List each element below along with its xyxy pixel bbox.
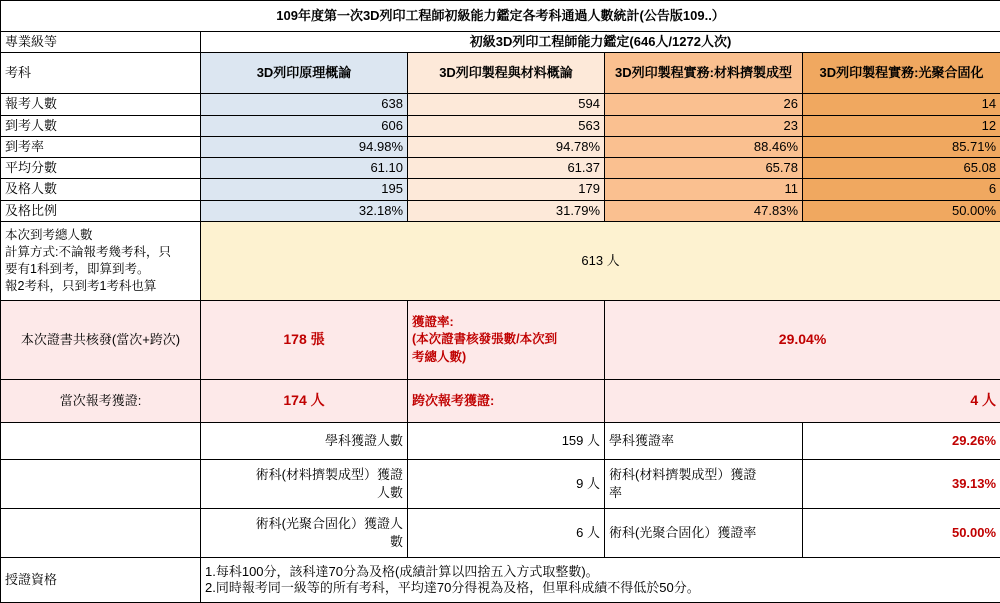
table-row-title xyxy=(1,1,1000,32)
detail-spacer-0 xyxy=(1,422,201,459)
stat-value-0-2: 26 xyxy=(605,94,803,115)
detail-rate-label-0: 學科獲證率 xyxy=(605,422,803,459)
total-value: 613 人 xyxy=(201,221,1000,300)
cert-rate-label-line-0: 獲證率: xyxy=(412,314,600,332)
stat-value-5-1: 31.79% xyxy=(408,200,605,221)
total-label xyxy=(1,221,201,300)
detail-rate-label-2: 術科(光聚合固化）獲證率 xyxy=(605,508,803,557)
table-row xyxy=(1,136,1000,157)
page-title: 109年度第一次3D列印工程師初級能力鑑定各考科通過人數統計(公告版109..） xyxy=(1,1,1000,32)
stat-label-3: 平均分數 xyxy=(1,158,201,179)
stat-value-1-2: 23 xyxy=(605,115,803,136)
stat-value-4-1: 179 xyxy=(408,179,605,200)
table-row-subject-header xyxy=(1,53,1000,94)
total-label-line-1: 計算方式:不論報考幾考科，只 xyxy=(5,244,196,261)
detail-label-2-line-1: 數 xyxy=(205,533,403,551)
stat-value-0-0: 638 xyxy=(201,94,408,115)
detail-value-2: 6 人 xyxy=(408,508,605,557)
table-row xyxy=(1,459,1000,508)
stat-value-1-3: 12 xyxy=(803,115,1000,136)
stat-value-1-1: 563 xyxy=(408,115,605,136)
stat-value-5-2: 47.83% xyxy=(605,200,803,221)
table-row-current-session xyxy=(1,379,1000,422)
cert-label: 本次證書共核發(當次+跨次) xyxy=(1,300,201,379)
stat-value-2-0: 94.98% xyxy=(201,136,408,157)
current-value: 174 人 xyxy=(201,379,408,422)
subject-header-3: 3D列印製程實務:材料擠製成型 xyxy=(605,53,803,94)
stat-label-1: 到考人數 xyxy=(1,115,201,136)
detail-rate-value-2: 50.00% xyxy=(803,508,1000,557)
stat-value-4-0: 195 xyxy=(201,179,408,200)
total-label-line-2: 要有1科到考，即算到考。 xyxy=(5,261,196,278)
detail-label-2-line-0: 術科(光聚合固化）獲證人 xyxy=(205,515,403,533)
stat-label-2: 到考率 xyxy=(1,136,201,157)
total-label-line-3: 報2考科，只到考1考科也算 xyxy=(5,278,196,295)
stat-value-5-0: 32.18% xyxy=(201,200,408,221)
table-row-level xyxy=(1,32,1000,53)
table-row xyxy=(1,94,1000,115)
cross-label: 跨次報考獲證: xyxy=(408,379,605,422)
table-row xyxy=(1,115,1000,136)
table-row xyxy=(1,508,1000,557)
detail-label-1-line-1: 人數 xyxy=(205,484,403,502)
detail-label-1-line-0: 術科(材料擠製成型）獲證 xyxy=(205,466,403,484)
footer-note xyxy=(201,557,1000,602)
cert-rate-label-line-1: (本次證書核發張數/本次到 xyxy=(412,331,600,349)
cert-rate-label-line-2: 考總人數) xyxy=(412,349,600,367)
detail-spacer-2 xyxy=(1,508,201,557)
stat-value-2-2: 88.46% xyxy=(605,136,803,157)
detail-rate-label-1-line-0: 術科(材料擠製成型）獲證 xyxy=(609,466,798,484)
stat-value-1-0: 606 xyxy=(201,115,408,136)
table-row xyxy=(1,200,1000,221)
table-row xyxy=(1,422,1000,459)
stat-value-4-3: 6 xyxy=(803,179,1000,200)
footer-note-line-1: 1.每科100分，該科達70分為及格(成績計算以四捨五入方式取整數)。 xyxy=(205,564,996,580)
cert-rate-label xyxy=(408,300,605,379)
level-label: 專業級等 xyxy=(1,32,201,53)
current-label: 當次報考獲證: xyxy=(1,379,201,422)
table-row xyxy=(1,179,1000,200)
subject-header-2: 3D列印製程與材料概論 xyxy=(408,53,605,94)
table-row-footer xyxy=(1,557,1000,602)
subject-header-1: 3D列印原理概論 xyxy=(201,53,408,94)
stat-value-3-1: 61.37 xyxy=(408,158,605,179)
detail-rate-label-1 xyxy=(605,459,803,508)
stat-value-0-3: 14 xyxy=(803,94,1000,115)
detail-value-1: 9 人 xyxy=(408,459,605,508)
stat-value-0-1: 594 xyxy=(408,94,605,115)
stat-value-5-3: 50.00% xyxy=(803,200,1000,221)
stat-label-5: 及格比例 xyxy=(1,200,201,221)
stat-value-3-0: 61.10 xyxy=(201,158,408,179)
stat-value-3-2: 65.78 xyxy=(605,158,803,179)
cross-value: 4 人 xyxy=(605,379,1000,422)
table-row-certificates xyxy=(1,300,1000,379)
stat-value-2-1: 94.78% xyxy=(408,136,605,157)
total-label-line-0: 本次到考總人數 xyxy=(5,227,196,244)
detail-label-1 xyxy=(201,459,408,508)
detail-label-2 xyxy=(201,508,408,557)
stat-value-3-3: 65.08 xyxy=(803,158,1000,179)
subject-label: 考科 xyxy=(1,53,201,94)
detail-label-0: 學科獲證人數 xyxy=(201,422,408,459)
level-value: 初級3D列印工程師能力鑑定(646人/1272人次) xyxy=(201,32,1000,53)
stat-label-4: 及格人數 xyxy=(1,179,201,200)
detail-rate-label-1-line-1: 率 xyxy=(609,484,798,502)
detail-rate-value-0: 29.26% xyxy=(803,422,1000,459)
detail-spacer-1 xyxy=(1,459,201,508)
table-row xyxy=(1,158,1000,179)
subject-header-4: 3D列印製程實務:光聚合固化 xyxy=(803,53,1000,94)
detail-value-0: 159 人 xyxy=(408,422,605,459)
stat-label-0: 報考人數 xyxy=(1,94,201,115)
footer-note-line-2: 2.同時報考同一級等的所有考科，平均達70分得視為及格，但單科成績不得低於50分。 xyxy=(205,580,996,596)
cert-rate-value: 29.04% xyxy=(605,300,1000,379)
cert-value: 178 張 xyxy=(201,300,408,379)
footer-label: 授證資格 xyxy=(1,557,201,602)
table-row-total xyxy=(1,221,1000,300)
stat-value-4-2: 11 xyxy=(605,179,803,200)
detail-rate-value-1: 39.13% xyxy=(803,459,1000,508)
stat-value-2-3: 85.71% xyxy=(803,136,1000,157)
